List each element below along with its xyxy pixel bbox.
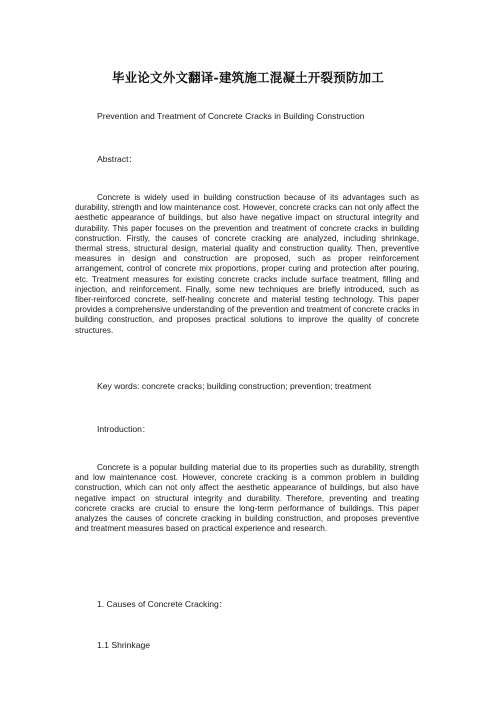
- document-subtitle: Prevention and Treatment of Concrete Cracks in Building Construction: [97, 111, 365, 121]
- introduction-heading: Introduction：: [97, 424, 151, 434]
- section-1-1-heading: 1.1 Shrinkage: [97, 640, 151, 650]
- abstract-paragraph: Concrete is widely used in building construction because of its advantages such as durability, strength and low maintenance cost. However, concrete cracks can not only affect the aesthetic appearance of buildings, but also have negative impact on structural integrity and durability. This paper focuses on the prevention and treatment of concrete cracks in building construction. Firstly, the causes of concrete cracking are analyzed, including shrinkage, thermal stress, structural design, material quality and construction quality. Then, preventive measures in design and construction are proposed, such as proper reinforcement arrangement, control of concrete mix proportions, proper curing and protection after pouring, etc. Treatment measures for existing concrete cracks include surface treatment, filling and injection, and reinforcement. Finally, some new techniques are briefly introduced, such as fiber-reinforced concrete, self-healing concrete and material testing technology. This paper provides a comprehensive understanding of the prevention and treatment of concrete cracks in building construction, and proposes practical solutions to improve the quality of concrete structures.: [75, 193, 419, 335]
- document-title: 毕业论文外文翻译-建筑施工混凝土开裂预防加工: [111, 70, 385, 85]
- keywords-line: Key words: concrete cracks; building construction; prevention; treatment: [97, 381, 372, 391]
- section-1-heading: 1. Causes of Concrete Cracking：: [97, 599, 228, 609]
- abstract-heading: Abstract：: [97, 154, 138, 164]
- introduction-paragraph: Concrete is a popular building material due to its properties such as durability, strength and low maintenance cost. However, concrete cracking is a common problem in building construction, which can not only affect the aesthetic appearance of buildings, but also have negative impact on structural integrity and durability. Therefore, preventing and treating concrete cracks are crucial to ensure the long-term performance of buildings. This paper analyzes the causes of concrete cracking in building construction, and proposes preventive and treatment measures based on practical experience and research.: [75, 463, 419, 534]
